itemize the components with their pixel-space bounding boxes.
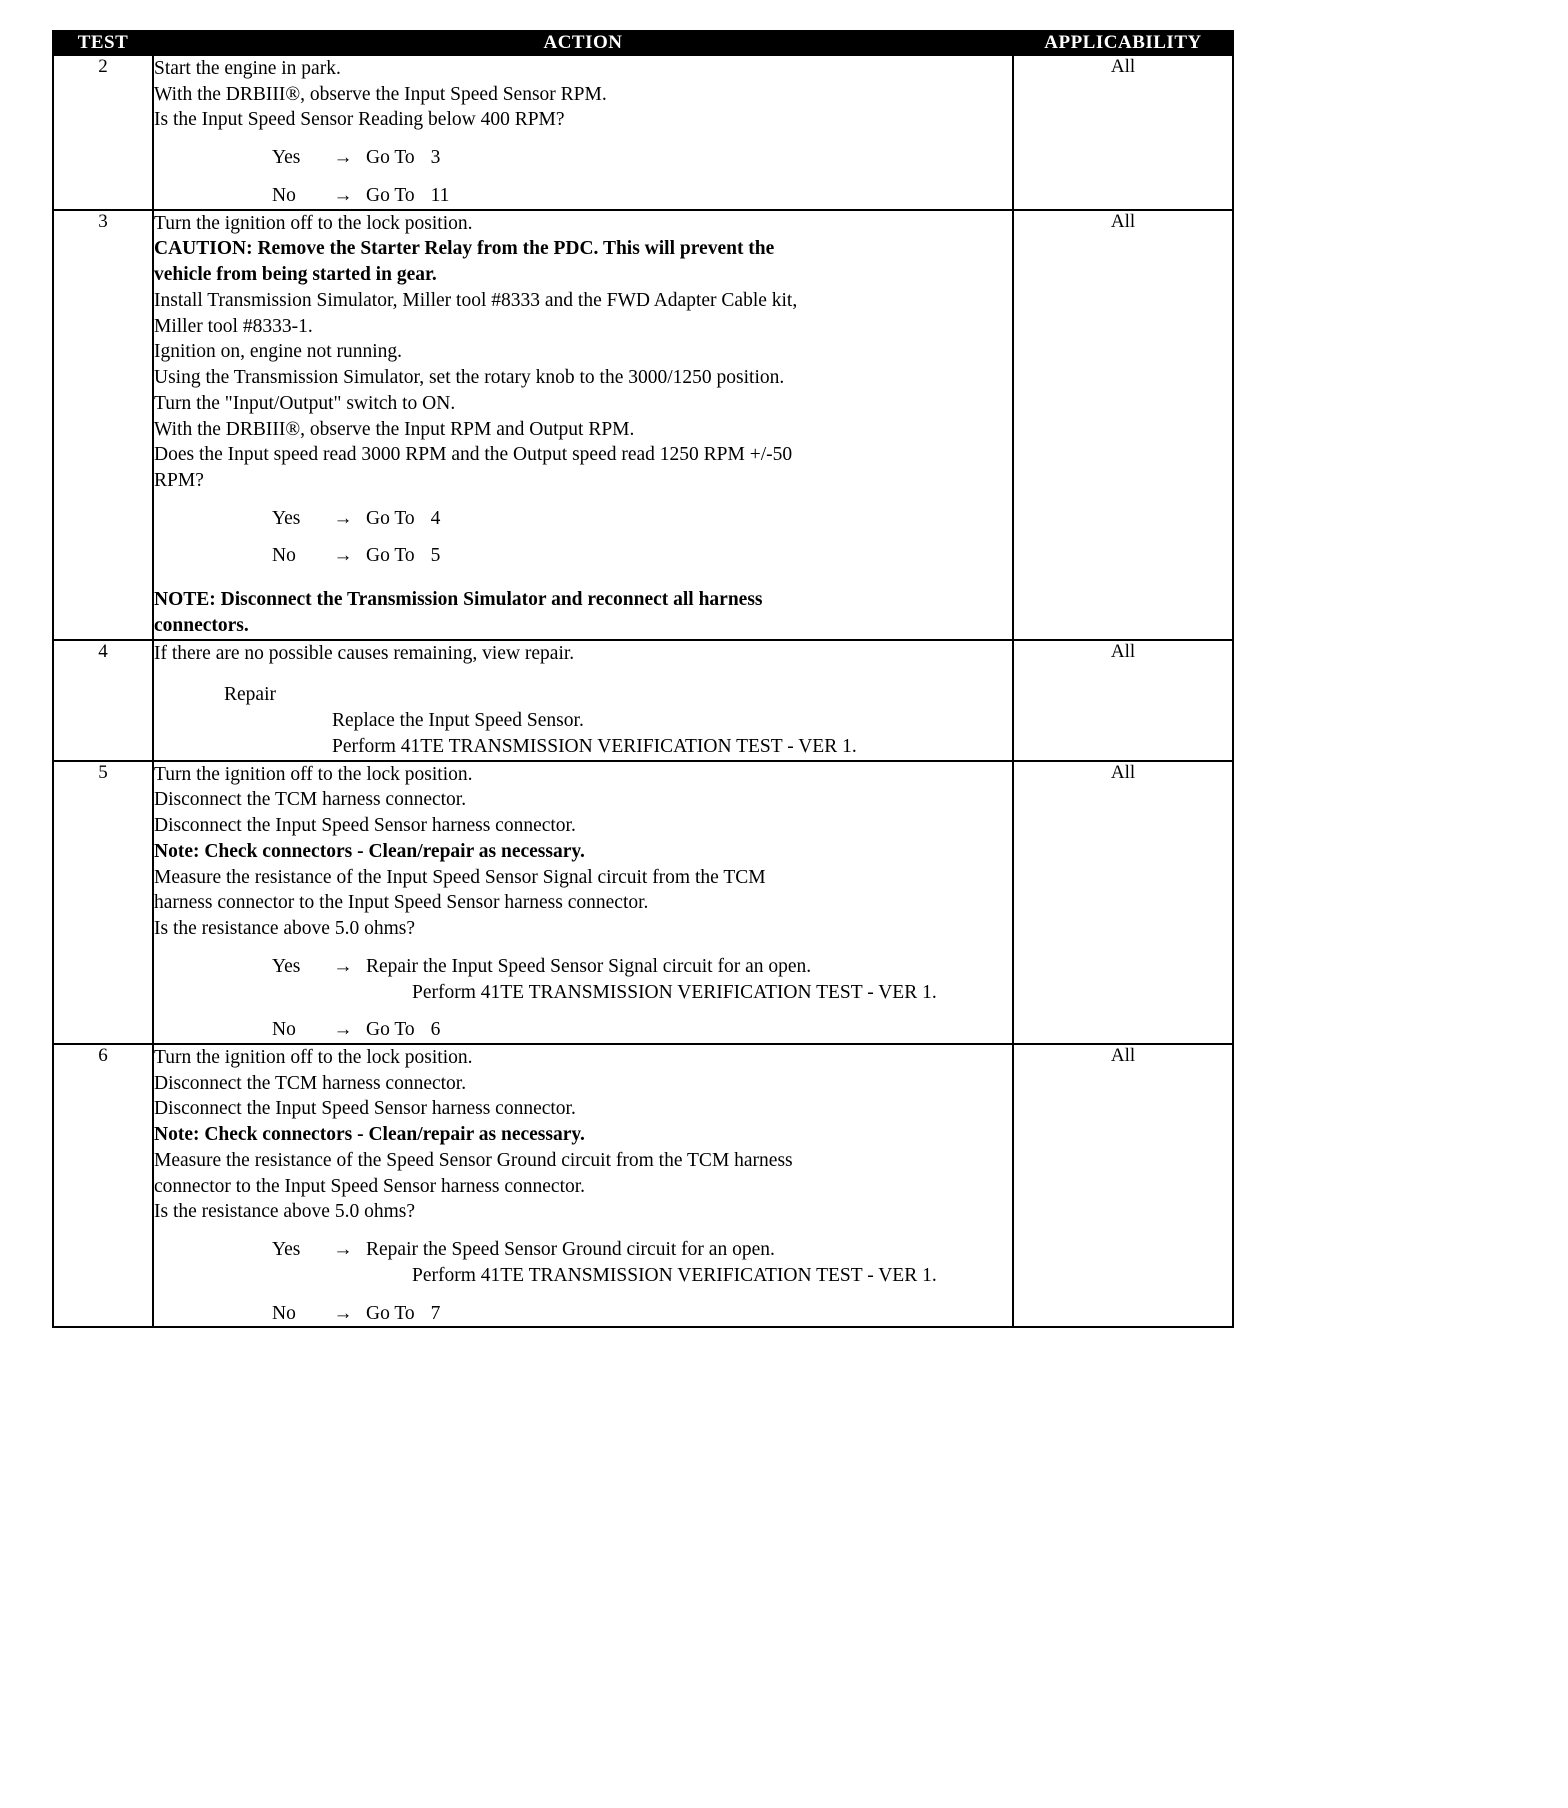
branch-label: Yes xyxy=(272,955,301,977)
action-line: Ignition on, engine not running. xyxy=(154,341,403,363)
branch-no xyxy=(272,543,1012,569)
branch-step-number: 5 xyxy=(430,545,441,567)
action-line: Measure the resistance of the Input Speed Sensor Signal circuit from the TCM xyxy=(154,866,766,888)
action-line: RPM? xyxy=(154,470,204,492)
note-line: connectors. xyxy=(154,614,249,636)
action-cell xyxy=(153,640,1013,761)
branch-destination xyxy=(366,183,449,209)
arrow-icon: → xyxy=(333,1019,353,1041)
action-cell xyxy=(153,761,1013,1044)
branch-label: No xyxy=(272,1302,296,1324)
arrow-icon: → xyxy=(333,147,353,169)
action-line: Disconnect the Input Speed Sensor harness connector. xyxy=(154,1098,576,1120)
action-line: harness connector to the Input Speed Sensor harness connector. xyxy=(154,892,649,914)
action-cell xyxy=(153,210,1013,640)
repair-block xyxy=(224,682,1012,759)
applicability-cell: All xyxy=(1013,761,1233,1044)
branch-yes xyxy=(272,1237,1012,1288)
branch-action: Repair the Speed Sensor Ground circuit for an open. xyxy=(366,1239,775,1261)
branch-destination xyxy=(366,506,440,532)
table-header-row xyxy=(53,31,1233,55)
table-row xyxy=(53,55,1233,210)
branch-step-number: 4 xyxy=(430,507,441,529)
branch-step-number: 11 xyxy=(430,184,450,206)
diagnostic-procedure-table xyxy=(52,30,1234,1328)
branch-no xyxy=(272,1301,1012,1327)
branch-label: Yes xyxy=(272,147,301,169)
branch-verification: Perform 41TE TRANSMISSION VERIFICATION TEST - VER 1. xyxy=(412,1264,937,1286)
action-line: Miller tool #8333-1. xyxy=(154,315,313,337)
table-row xyxy=(53,640,1233,761)
branch-yes xyxy=(272,954,1012,1005)
action-line: Disconnect the TCM harness connector. xyxy=(154,789,467,811)
branch-destination xyxy=(366,1301,440,1327)
repair-title: Repair xyxy=(224,684,276,706)
applicability-cell: All xyxy=(1013,1044,1233,1327)
action-line: Is the resistance above 5.0 ohms? xyxy=(154,918,416,940)
action-line: Disconnect the TCM harness connector. xyxy=(154,1072,467,1094)
caution-line: vehicle from being started in gear. xyxy=(154,264,437,286)
arrow-icon: → xyxy=(333,955,353,977)
applicability-cell: All xyxy=(1013,210,1233,640)
arrow-icon: → xyxy=(333,1239,353,1261)
table-row xyxy=(53,210,1233,640)
branch-goto: Go To xyxy=(366,1019,415,1041)
branch-destination xyxy=(366,1017,440,1043)
branch-label: Yes xyxy=(272,1239,301,1261)
caution-line: CAUTION: Remove the Starter Relay from the PDC. This will prevent the xyxy=(154,238,775,260)
action-line: Install Transmission Simulator, Miller tool #8333 and the FWD Adapter Cable kit, xyxy=(154,289,798,311)
branch-label: Yes xyxy=(272,507,301,529)
test-number: 3 xyxy=(53,210,153,640)
branch-goto: Go To xyxy=(366,1302,415,1324)
branch-goto: Go To xyxy=(366,147,415,169)
action-line: Using the Transmission Simulator, set the rotary knob to the 3000/1250 position. xyxy=(154,367,785,389)
action-line: connector to the Input Speed Sensor harness connector. xyxy=(154,1175,586,1197)
branch-goto: Go To xyxy=(366,507,415,529)
branch-yes xyxy=(272,145,1012,171)
branch-no xyxy=(272,183,1012,209)
note-block xyxy=(154,587,1012,638)
branch-goto: Go To xyxy=(366,545,415,567)
test-number: 2 xyxy=(53,55,153,210)
action-line: Does the Input speed read 3000 RPM and the Output speed read 1250 RPM +/-50 xyxy=(154,444,793,466)
table-row xyxy=(53,761,1233,1044)
branch-destination xyxy=(366,1237,937,1288)
branch-verification: Perform 41TE TRANSMISSION VERIFICATION TEST - VER 1. xyxy=(412,981,937,1003)
action-line: Turn the "Input/Output" switch to ON. xyxy=(154,392,456,414)
branch-destination xyxy=(366,543,440,569)
branch-no xyxy=(272,1017,1012,1043)
branch-step-number: 3 xyxy=(430,147,441,169)
arrow-icon: → xyxy=(333,184,353,206)
action-line: Turn the ignition off to the lock position. xyxy=(154,1046,473,1068)
test-number: 5 xyxy=(53,761,153,1044)
branch-destination xyxy=(366,145,440,171)
branch-goto: Go To xyxy=(366,184,415,206)
branch-step-number: 6 xyxy=(430,1019,441,1041)
arrow-icon: → xyxy=(333,545,353,567)
action-line: With the DRBIII®, observe the Input Speed Sensor RPM. xyxy=(154,83,607,105)
column-header-action: ACTION xyxy=(153,31,1013,55)
arrow-icon: → xyxy=(333,507,353,529)
branch-label: No xyxy=(272,184,296,206)
branch-label: No xyxy=(272,1019,296,1041)
branch-label: No xyxy=(272,545,296,567)
arrow-icon: → xyxy=(333,1302,353,1324)
action-line: Start the engine in park. xyxy=(154,58,341,79)
test-number: 4 xyxy=(53,640,153,761)
repair-item: Perform 41TE TRANSMISSION VERIFICATION TEST - VER 1. xyxy=(332,735,857,757)
branch-yes xyxy=(272,506,1012,532)
table-row xyxy=(53,1044,1233,1327)
note-line: Note: Check connectors - Clean/repair as necessary. xyxy=(154,1124,585,1146)
applicability-cell: All xyxy=(1013,55,1233,210)
action-line: Is the resistance above 5.0 ohms? xyxy=(154,1201,416,1223)
note-line: Note: Check connectors - Clean/repair as necessary. xyxy=(154,840,585,862)
action-cell xyxy=(153,55,1013,210)
applicability-cell: All xyxy=(1013,640,1233,761)
action-line: If there are no possible causes remaining, view repair. xyxy=(154,642,575,664)
column-header-test: TEST xyxy=(53,31,153,55)
action-line: With the DRBIII®, observe the Input RPM and Output RPM. xyxy=(154,418,635,440)
branch-destination xyxy=(366,954,937,1005)
column-header-applicability: APPLICABILITY xyxy=(1013,31,1233,55)
branch-action: Repair the Input Speed Sensor Signal circuit for an open. xyxy=(366,955,812,977)
action-line: Turn the ignition off to the lock position. xyxy=(154,212,473,234)
repair-item: Replace the Input Speed Sensor. xyxy=(332,710,584,732)
branch-step-number: 7 xyxy=(430,1302,441,1324)
action-cell xyxy=(153,1044,1013,1327)
action-line: Disconnect the Input Speed Sensor harness connector. xyxy=(154,815,576,837)
action-line: Turn the ignition off to the lock position. xyxy=(154,763,473,785)
test-number: 6 xyxy=(53,1044,153,1327)
note-line: NOTE: Disconnect the Transmission Simulator and reconnect all harness xyxy=(154,589,763,611)
action-line: Measure the resistance of the Speed Sensor Ground circuit from the TCM harness xyxy=(154,1149,793,1171)
action-line: Is the Input Speed Sensor Reading below 400 RPM? xyxy=(154,109,565,131)
